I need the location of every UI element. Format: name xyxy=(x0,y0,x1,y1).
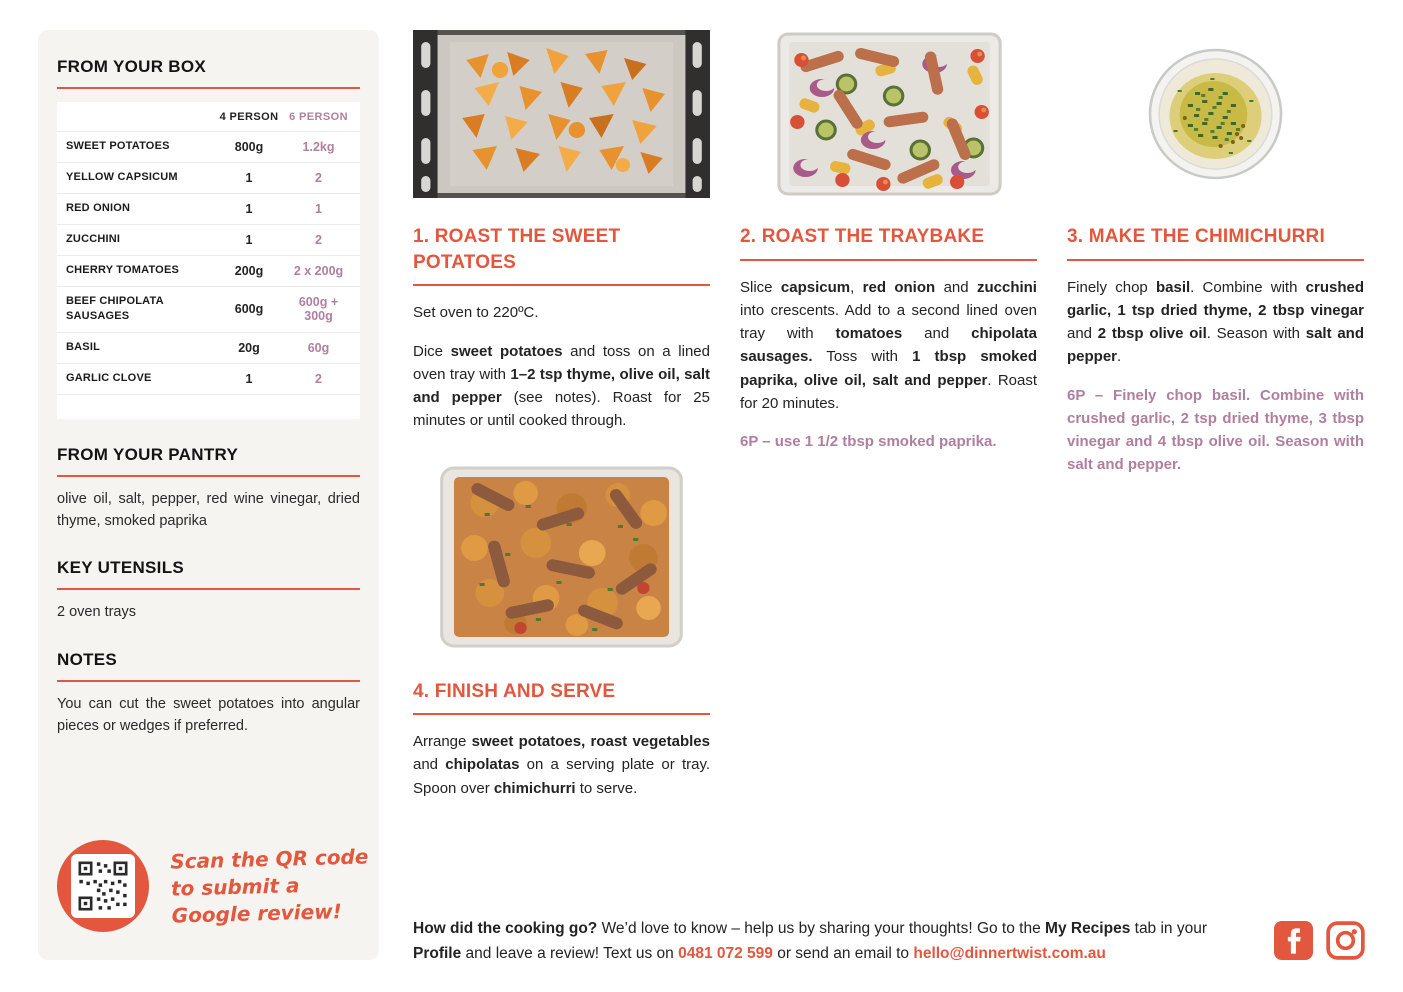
step-3 xyxy=(1067,30,1364,477)
step-3-6p-note: 6P – Finely chop basil. Combine with crushed garlic, 2 tsp dried thyme, 3 tbsp vinegar and 4 tbsp olive oil. Season with salt and pepper. xyxy=(1067,386,1364,474)
social-icons xyxy=(1274,921,1365,960)
ingredient-qty-6p: 2 x 200g xyxy=(293,264,344,278)
ingredient-qty-4p: 800g xyxy=(234,140,264,154)
step-1-text: Dice sweet potatoes and toss on a lined oven tray with 1–2 tsp thyme, olive oil, salt and pepper (see notes). Roast for 25 minutes or until cooked through. xyxy=(413,342,710,430)
qr-code[interactable] xyxy=(57,840,149,932)
instagram-icon[interactable] xyxy=(1326,921,1365,960)
ingredient-qty-4p: 1 xyxy=(245,371,253,386)
ingredient-name: GARLIC CLOVE xyxy=(66,372,152,385)
ingredient-name: SWEET POTATOES xyxy=(66,140,170,153)
step-1-text: Set oven to 220ºC. xyxy=(413,304,539,322)
ingredient-qty-4p: 1 xyxy=(245,202,253,216)
qr-code-icon xyxy=(75,858,131,914)
column-2 xyxy=(740,30,1037,468)
table-row xyxy=(57,287,360,333)
key-utensils-title: KEY UTENSILS xyxy=(57,558,360,590)
step-2 xyxy=(740,30,1037,453)
step-2-title: 2. ROAST THE TRAYBAKE xyxy=(740,224,1037,261)
ingredients-table-header xyxy=(57,102,360,132)
from-your-box-section xyxy=(57,57,360,419)
steps-area xyxy=(413,30,1364,815)
ingredient-qty-6p: 600g + 300g xyxy=(298,295,339,324)
photo-finished-traybake xyxy=(413,463,710,653)
google-review-block xyxy=(57,840,371,932)
table-row xyxy=(57,333,360,364)
from-your-pantry-title: FROM YOUR PANTRY xyxy=(57,445,360,477)
ingredient-name: BEEF CHIPOLATA SAUSAGES xyxy=(66,295,164,323)
table-row xyxy=(57,225,360,256)
table-row xyxy=(57,364,360,395)
step-4-title: 4. FINISH AND SERVE xyxy=(413,679,710,716)
ingredients-table xyxy=(57,102,360,419)
ingredient-qty-6p: 2 xyxy=(315,371,322,386)
ingredient-name: RED ONION xyxy=(66,202,131,215)
notes-title: NOTES xyxy=(57,650,360,682)
facebook-icon[interactable] xyxy=(1274,921,1313,960)
notes-section xyxy=(57,650,360,738)
step-1 xyxy=(413,30,710,433)
utensils-text: 2 oven trays xyxy=(57,604,136,621)
ingredients-table-body xyxy=(57,132,360,395)
photo-roast-sweet-potatoes xyxy=(413,30,710,198)
step-2-6p-note: 6P – use 1 1/2 tbsp smoked paprika. xyxy=(740,433,997,451)
notes-text: You can cut the sweet potatoes into angular pieces or wedges if preferred. xyxy=(57,696,360,734)
step-2-text: Slice capsicum, red onion and zucchini into crescents. Add to a second lined oven tray with tomatoes and chipolata sausages. Toss with 1 tbsp smoked paprika, olive oil, salt and pepper. Roast for 20 minutes. xyxy=(740,278,1038,412)
photo-chimichurri-bowl xyxy=(1067,30,1364,198)
ingredient-qty-6p: 2 xyxy=(315,233,322,247)
ingredient-qty-4p: 600g xyxy=(234,302,264,317)
footer-message: How did the cooking go? We’d love to know – help us by sharing your thoughts! Go to the My Recipes tab in your Profile and leave a review! Text us on 0481 072 599 or send an email to hello@dinnertwist.com.au xyxy=(413,919,1208,962)
ingredient-name: CHERRY TOMATOES xyxy=(66,264,180,277)
from-your-pantry-section xyxy=(57,445,360,533)
ingredient-name: YELLOW CAPSICUM xyxy=(66,171,178,184)
table-row xyxy=(57,163,360,194)
ingredient-qty-4p: 1 xyxy=(245,233,253,247)
step-4 xyxy=(413,463,710,800)
step-3-text: Finely chop basil. Combine with crushed garlic, 1 tsp dried thyme, 2 tbsp vinegar and 2 tbsp olive oil. Season with salt and pepper. xyxy=(1067,278,1365,366)
pantry-items-text: olive oil, salt, pepper, red wine vinegar, dried thyme, smoked paprika xyxy=(57,490,360,529)
ingredient-qty-4p: 200g xyxy=(234,264,264,278)
ingredient-qty-6p: 1 xyxy=(315,202,322,216)
ingredient-name: BASIL xyxy=(66,341,100,354)
ingredient-qty-4p: 1 xyxy=(245,171,253,185)
ingredient-name: ZUCCHINI xyxy=(66,233,121,246)
step-1-title: 1. ROAST THE SWEET POTATOES xyxy=(413,224,710,286)
photo-raw-traybake xyxy=(740,30,1037,198)
column-1 xyxy=(413,30,710,815)
footer xyxy=(413,916,1365,966)
step-3-title: 3. MAKE THE CHIMICHURRI xyxy=(1067,224,1364,261)
step-4-text: Arrange sweet potatoes, roast vegetables and chipolatas on a serving plate or tray. Spoon over chimichurri to serve. xyxy=(413,733,711,797)
table-row xyxy=(57,132,360,163)
ingredient-qty-6p: 2 xyxy=(315,171,322,185)
google-review-text: Scan the QR code to submit a Google review! xyxy=(170,843,369,928)
key-utensils-section xyxy=(57,558,360,624)
column-3 xyxy=(1067,30,1364,492)
col-header-6-person: 6 PERSON xyxy=(289,110,348,123)
from-your-box-title: FROM YOUR BOX xyxy=(57,57,360,89)
table-row xyxy=(57,194,360,225)
table-row xyxy=(57,256,360,287)
col-header-4-person: 4 PERSON xyxy=(219,110,279,123)
ingredient-qty-4p: 20g xyxy=(238,340,260,355)
sidebar xyxy=(38,30,379,960)
ingredient-qty-6p: 60g xyxy=(307,340,330,355)
ingredient-qty-6p: 1.2kg xyxy=(302,140,335,154)
